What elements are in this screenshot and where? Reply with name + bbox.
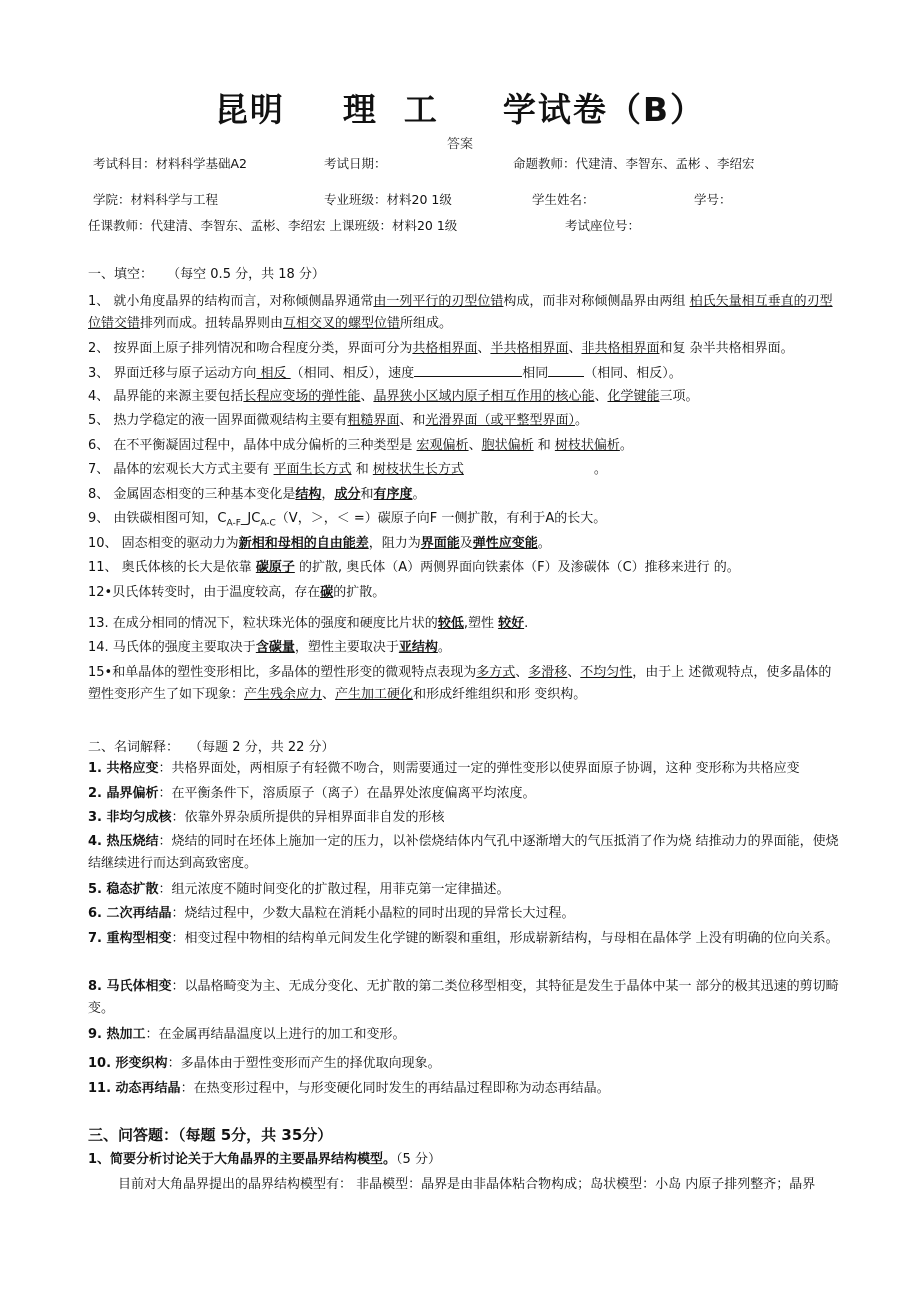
fill-q2: 2、 按界面上原子排列情况和吻合程度分类，界面可分为共格相界面、半共格相界面、非共格相界面和复 杂半共格相界面。: [88, 341, 794, 356]
title-part-4: 学试卷（B）: [502, 90, 706, 129]
info-student-no: 学号：: [694, 192, 732, 207]
term-7: 7. 重构型相变：相变过程中物相的结构单元间发生化学键的断裂和重组，形成崭新结构，与母相在晶体学 上没有明确的位向关系。: [88, 931, 839, 946]
info-date: 考试日期：: [324, 156, 387, 171]
fill-q8: 8、 金属固态相变的三种基本变化是结构，成分和有序度。: [88, 487, 426, 502]
term-2: 2. 晶界偏析：在平衡条件下，溶质原子（离子）在晶界处浓度偏离平均浓度。: [88, 786, 536, 801]
qa-q1-body: 目前对大角晶界提出的晶界结构模型有： 非晶模型：晶界是由非晶体粘合物构成；岛状模型：小岛 内原子排列整齐；晶界: [118, 1177, 816, 1192]
exam-title: [0, 84, 920, 131]
fill-q4: 4、 晶界能的来源主要包括长程应变场的弹性能、晶界狭小区域内原子相互作用的核心能、化学键能三项。: [88, 389, 699, 404]
info-teachers: 任课教师：代建清、李智东、孟彬、李绍宏 上课班级：材料20 1级: [88, 218, 458, 233]
term-10: 10. 形变织构：多晶体由于塑性变形而产生的择优取向现象。: [88, 1056, 441, 1071]
info-major: 专业班级：材料20 1级: [324, 192, 452, 207]
fill-q1: 1、 就小角度晶界的结构而言，对称倾侧晶界通常由一列平行的刃型位错构成，而非对称倾侧晶界由两组 柏氏矢量相互垂直的刃型位错交错排列而成。扭转晶界则由互相交叉的螺型位错所组成。: [88, 294, 833, 331]
section1-heading: 一、填空： （每空 0.5 分，共 18 分）: [88, 267, 325, 282]
info-seat: 考试座位号：: [565, 218, 641, 233]
term-11: 11. 动态再结晶：在热变形过程中，与形变硬化同时发生的再结晶过程即称为动态再结晶。: [88, 1081, 610, 1096]
info-subject: 考试科目：材料科学基础A2: [93, 156, 248, 171]
fill-q14: 14. 马氏体的强度主要取决于含碳量，塑性主要取决于亚结构。: [88, 640, 451, 655]
term-3: 3. 非均匀成核：依靠外界杂质所提供的异相界面非自发的形核: [88, 810, 445, 825]
fill-q15: 15•和单晶体的塑性变形相比，多晶体的塑性形变的微观特点表现为多方式、多滑移、不均匀性，由于上 述微观特点，使多晶体的塑性变形产生了如下现象：产生残余应力、产生加工硬化和形成纤维组织和形 变织构。: [88, 665, 832, 702]
fill-q9: 9、 由铁碳相图可知，$C_{A-F}\_JC_{A-C}(V$，＞，＜ =）碳原子向F 一侧扩散，有利于A的长大。: [88, 511, 607, 529]
fill-q13: 13. 在成分相同的情况下，粒状珠光体的强度和硬度比片状的较低,塑性 较好.: [88, 616, 529, 631]
section2-heading: 二、名词解释： （每题 2 分，共 22 分）: [88, 740, 335, 755]
section3-heading: 三、问答题：（每题 5分，共 35分）: [88, 1126, 333, 1144]
term-6: 6. 二次再结晶：烧结过程中，少数大晶粒在消耗小晶粒的同时出现的异常长大过程。: [88, 906, 575, 921]
term-9: 9. 热加工：在金属再结晶温度以上进行的加工和变形。: [88, 1027, 406, 1042]
info-college: 学院：材料科学与工程: [93, 192, 219, 207]
term-5: 5. 稳态扩散：组元浓度不随时间变化的扩散过程，用菲克第一定律描述。: [88, 882, 510, 897]
fill-q10: 10、 固态相变的驱动力为新相和母相的自由能差，阻力为界面能及弹性应变能。: [88, 536, 551, 551]
info-setters: 命题教师：代建清、李智东、孟彬 、李绍宏: [513, 156, 755, 171]
title-part-3: 工: [403, 90, 439, 129]
fill-q11: 11、 奥氏体核的长大是依靠 碳原子 的扩散, 奥氏体（A）两侧界面向铁素体（F）及渗碳体（C）推移来进行 的。: [88, 560, 740, 575]
fill-q5: 5、 热力学稳定的液一固界面微观结构主要有粗糙界面、和光滑界面（或平整型界面）。: [88, 413, 588, 428]
title-part-2: 理: [342, 90, 378, 129]
title-part-1: 昆明: [214, 90, 285, 129]
fill-q7: 7、 晶体的宏观长大方式主要有 平面生长方式 和 树枝状生长方式 。: [88, 462, 607, 477]
exam-subtitle: 答案: [446, 137, 473, 152]
term-8: 8. 马氏体相变：以晶格畸变为主、无成分变化、无扩散的第二类位移型相变，其特征是发生于晶体中某一 部分的极其迅速的剪切畸变。: [88, 979, 839, 1016]
term-4: 4. 热压烧结：烧结的同时在坯体上施加一定的压力，以补偿烧结体内气孔中逐渐增大的气压抵消了作为烧 结推动力的界面能，使烧结继续进行而达到高致密度。: [88, 834, 839, 871]
info-student-name: 学生姓名：: [532, 192, 595, 207]
qa-q1-title: 1、简要分析讨论关于大角晶界的主要晶界结构模型。（5 分）: [88, 1152, 441, 1167]
fill-q3: 3、 界面迁移与原子运动方向 相反 （相同、相反），速度 相同 （相同、相反）。: [88, 362, 840, 385]
fill-q12: 12•贝氏体转变时，由于温度较高，存在碳的扩散。: [88, 585, 386, 600]
term-1: 1. 共格应变：共格界面处，两相原子有轻微不吻合，则需要通过一定的弹性变形以使界面原子协调，这种 变形称为共格应变: [88, 761, 800, 776]
fill-q6: 6、 在不平衡凝固过程中，晶体中成分偏析的三种类型是 宏观偏析、胞状偏析 和 树枝状偏析。: [88, 438, 633, 453]
